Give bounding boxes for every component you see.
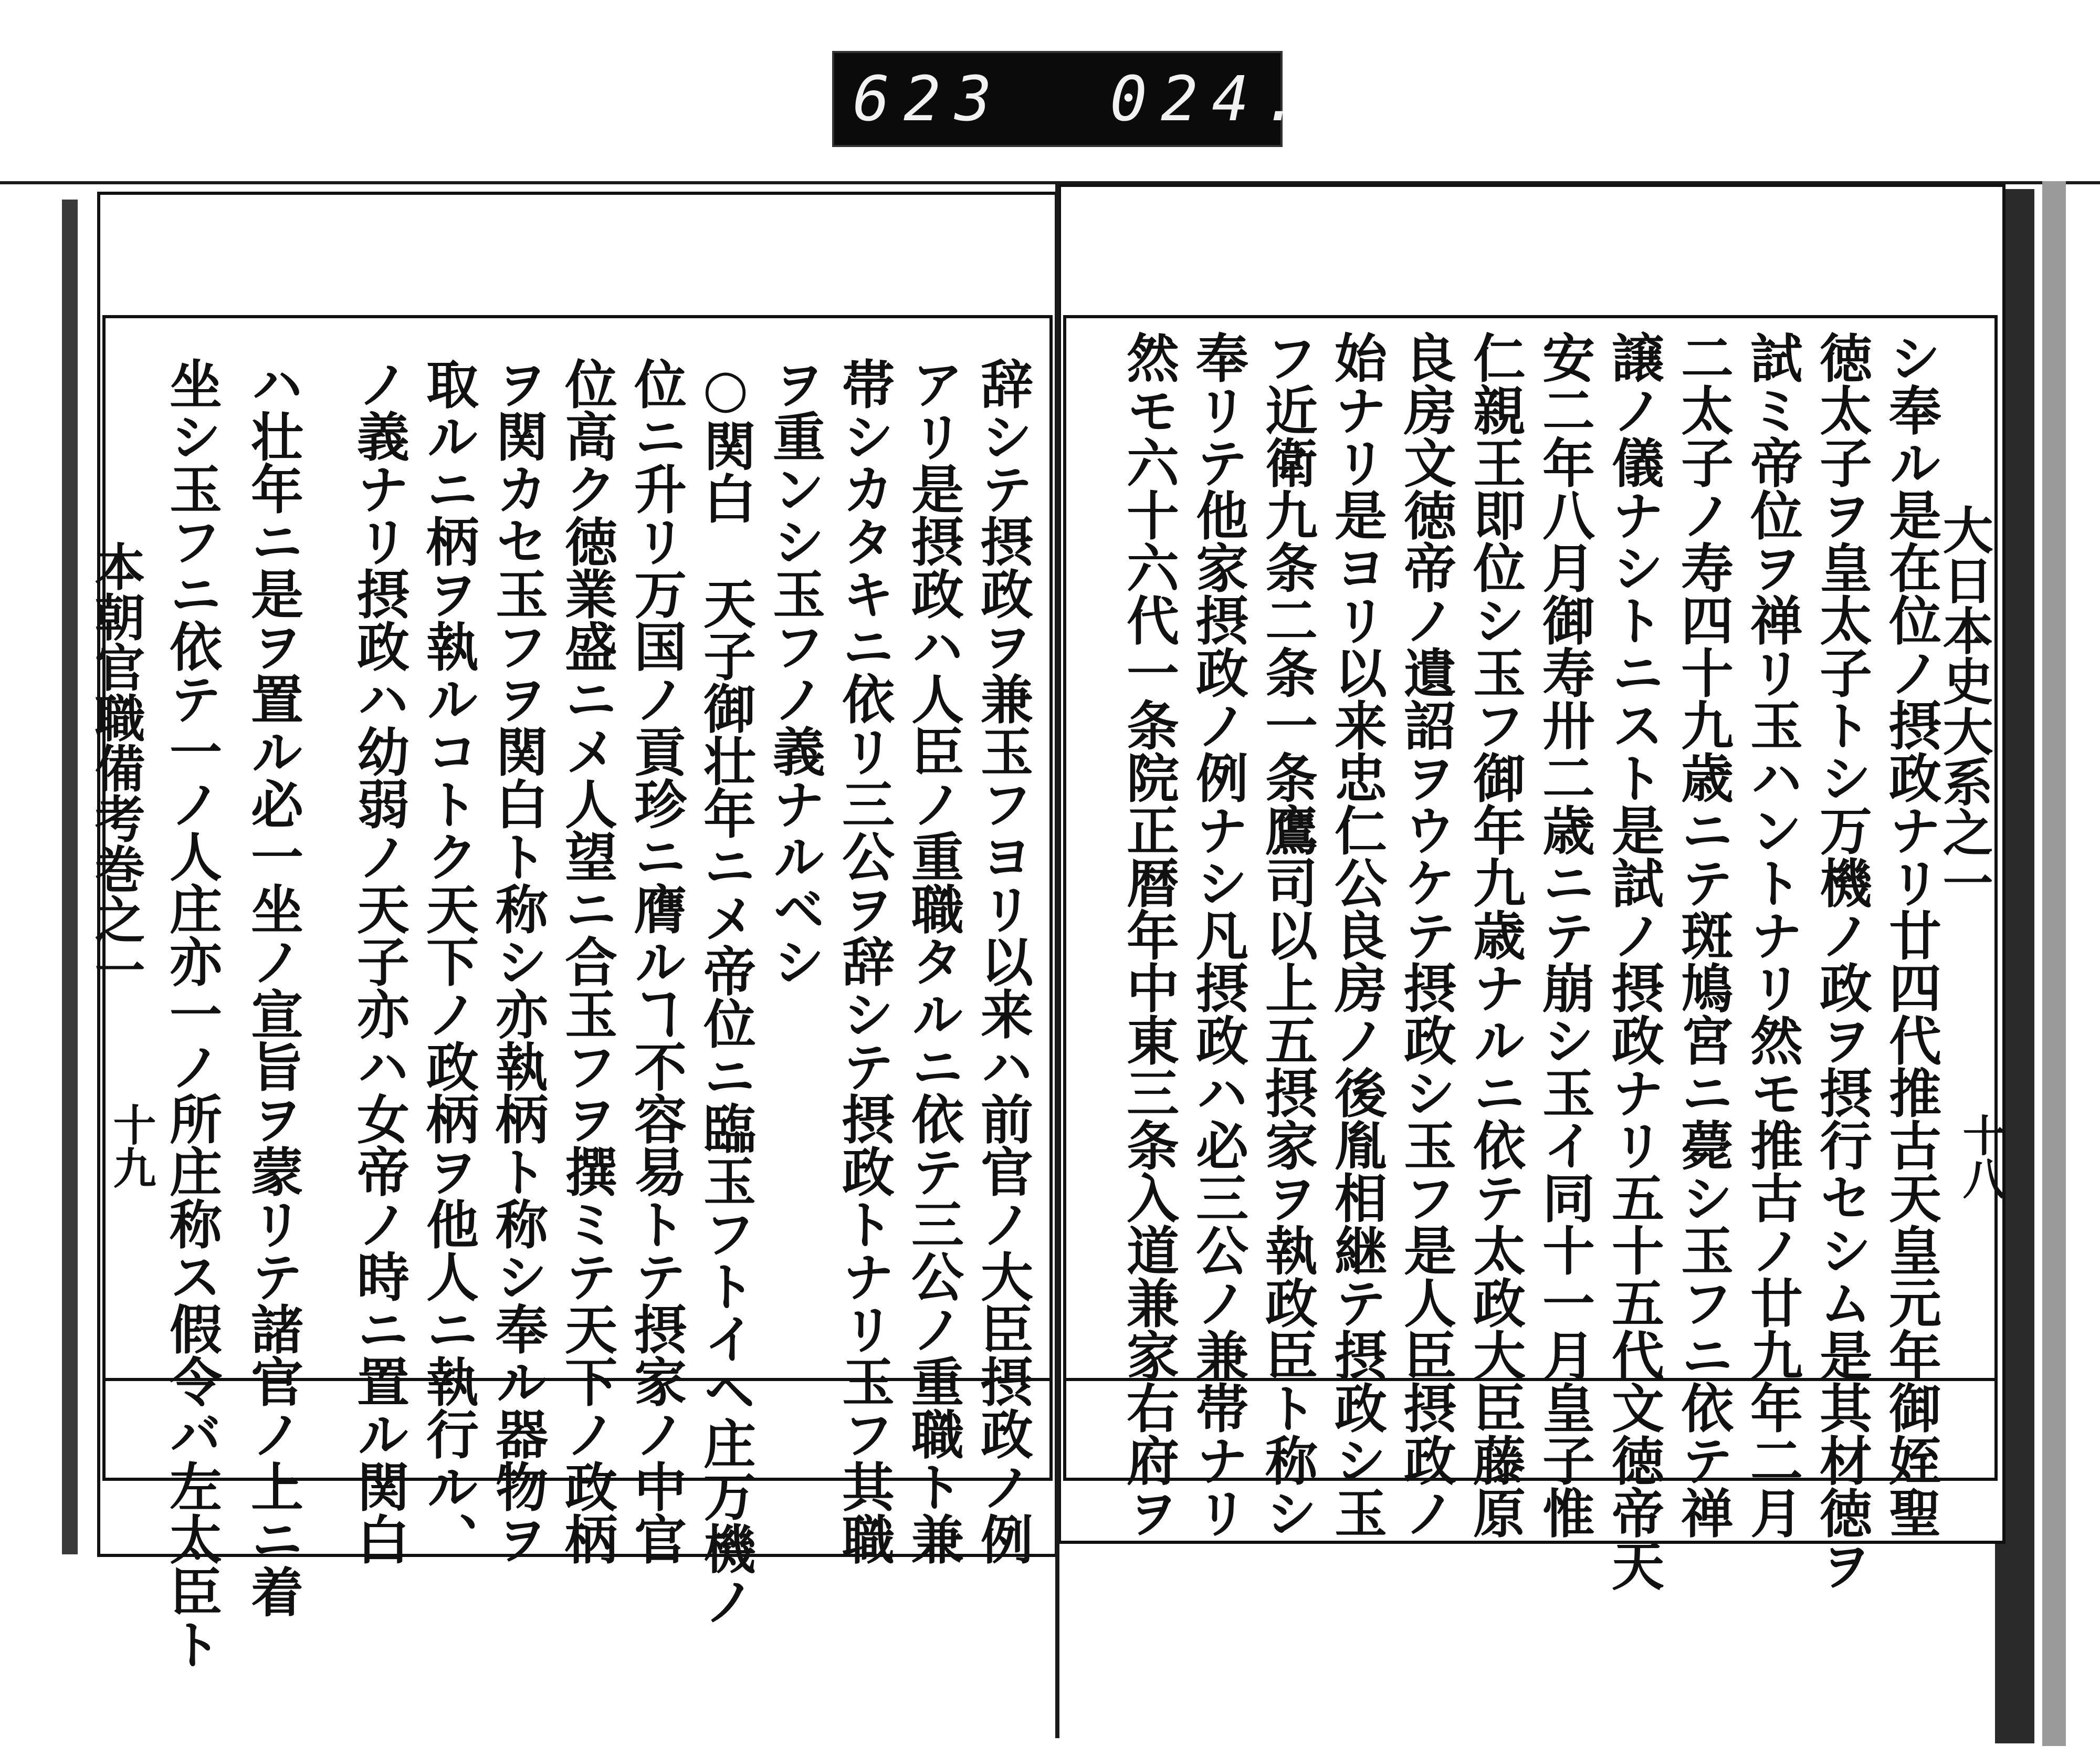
left-page-column-3: 帯シカタキニ依リ三公ヲ辞シテ摂政トナリ玉フ其職 xyxy=(833,357,895,1565)
left-page-column-10: ノ義ナリ摂政ハ幼弱ノ天子亦ハ女帝ノ時ニ置ル関白 xyxy=(348,357,410,1565)
catalog-number-left: 623 xyxy=(853,62,1006,135)
right-page-column-5: 譲ノ儀ナシトニスト是試ノ摂政ナリ五十五代文徳帝天 xyxy=(1603,331,1665,1591)
right-page-column-4: 二太子ノ寿四十九歳ニテ斑鳩宮ニ薨シ玉フニ依テ禅 xyxy=(1672,331,1734,1539)
left-page-column-1: 辞シテ摂政ヲ兼玉フヨリ以来ハ前官ノ大臣摂政ノ例 xyxy=(972,357,1034,1565)
right-page-folio: 十八 xyxy=(1956,1113,2006,1199)
catalog-number-plate xyxy=(832,51,1314,147)
right-page-column-1: シ奉ル是在位ノ摂政ナリ廿四代推古天皇元年御姪聖 xyxy=(1880,331,1942,1539)
left-page-column-12: 坐シ玉フニ依テ一ノ人庄亦一ノ所庄称ス假令バ左太臣ト xyxy=(161,357,223,1670)
right-page-column-11: 奉リテ他家摂政ノ例ナシ凡摂政ハ必三公ノ兼帯ナリ xyxy=(1187,331,1249,1539)
left-page-column-4: ヲ重ンシ玉フノ義ナルベシ xyxy=(764,357,826,987)
right-page-column-10: フ近衛九条二条一条鷹司以上五摂家ヲ執政臣ト称シ xyxy=(1256,331,1318,1539)
right-page-running-title: 大日本史大系之一 xyxy=(1935,504,1994,907)
left-page-column-8: ヲ関カセ玉フヲ関白ト称シ亦執柄ト称シ奉ル器物ヲ xyxy=(487,357,549,1565)
left-page-column-6: 位ニ升リ万国ノ貢珍ニ膺ルヿ不容易トテ摂家ノ中官 xyxy=(625,357,687,1565)
left-page-column-11: ハ壮年ニ是ヲ置ル必一坐ノ宣旨ヲ蒙リテ諸官ノ上ニ着 xyxy=(242,357,304,1617)
right-page-column-12: 然モ六十六代一条院正暦年中東三条入道兼家右府ヲ xyxy=(1118,331,1180,1539)
left-page-column-2: アリ是摂政ハ人臣ノ重職タルニ依テ三公ノ重職ト兼 xyxy=(902,357,964,1565)
left-page-column-7: 位高ク徳業盛ニメ人望ニ合玉フヲ撰ミテ天下ノ政柄 xyxy=(556,357,618,1565)
left-page-column-9: 取ルニ柄ヲ執ルコトク天下ノ政柄ヲ他人ニ執行ル、 xyxy=(417,357,479,1565)
right-page-column-2: 徳太子ヲ皇太子トシ万機ノ政ヲ摂行セシム是其材徳ヲ xyxy=(1811,331,1873,1591)
right-page-column-6: 安二年八月御寿卅二歳ニテ崩シ玉イ同十一月皇子惟 xyxy=(1534,331,1595,1539)
right-page-column-9: 始ナリ是ヨリ以来忠仁公良房ノ後胤相継テ摂政シ玉 xyxy=(1326,331,1388,1539)
right-page-column-8: 良房文徳帝ノ遺詔ヲウケテ摂政シ玉フ是人臣摂政ノ xyxy=(1395,331,1457,1539)
book-gutter-line xyxy=(1055,184,1059,1738)
right-page-column-3: 試ミ帝位ヲ禅リ玉ハントナリ然モ推古ノ廿九年二月 xyxy=(1741,331,1803,1539)
scan-left-dark-edge xyxy=(62,200,78,1554)
scan-right-gray-band xyxy=(2042,181,2066,1746)
right-page-column-7: 仁親王即位シ玉フ御年九歳ナルニ依テ太政大臣藤原 xyxy=(1464,331,1526,1539)
catalog-number-right: 024. xyxy=(1110,62,1314,135)
left-page-column-5: ○関白 天子御壮年ニメ帝位ニ臨玉フトイヘ庄万機ノ xyxy=(695,357,757,1627)
left-page-running-title: 本朝官職備考巻之一 xyxy=(87,541,146,995)
left-page-folio: 十九 xyxy=(106,1103,156,1189)
